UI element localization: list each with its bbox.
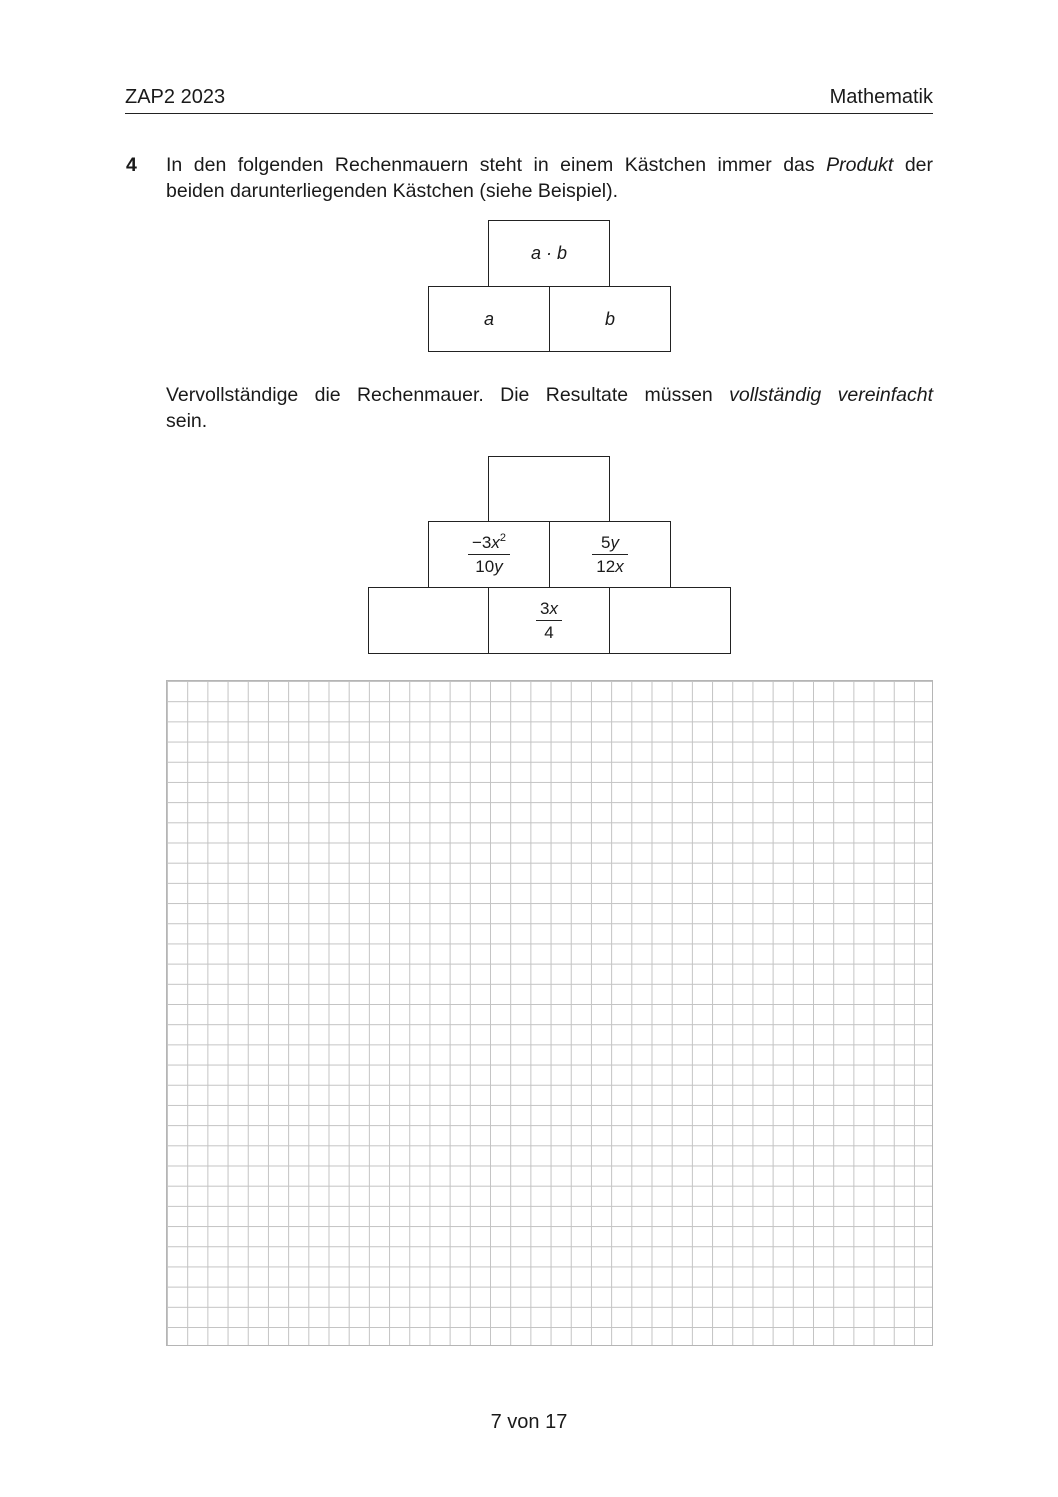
- fraction-bottom-middle-denominator: 4: [544, 622, 554, 642]
- task-intro-text-b: der: [893, 154, 933, 176]
- example-wall-bottom-right-label: b: [604, 308, 615, 329]
- numerator-text: −3x: [471, 532, 500, 552]
- task-instruction-emphasis: vollständig vereinfacht: [729, 384, 933, 406]
- example-wall-bottom-right: [549, 286, 671, 352]
- fraction-middle-left: [468, 533, 510, 577]
- answer-grid[interactable]: [166, 680, 933, 1346]
- task-wall-bottom-right-cell[interactable]: [609, 587, 731, 654]
- header-subject: Mathematik: [829, 86, 933, 108]
- task-intro: [166, 152, 933, 204]
- task-wall-middle-left: [428, 521, 550, 588]
- page-number: 7 von 17: [490, 1411, 568, 1433]
- example-wall-top-label: a · b: [530, 243, 568, 263]
- header-exam-title: ZAP2 2023: [125, 86, 226, 108]
- task-intro-emphasis: Produkt: [826, 154, 894, 176]
- task-wall-bottom-left-cell[interactable]: [368, 587, 490, 654]
- task-wall-middle-right: [549, 521, 671, 588]
- fraction-middle-left-numerator: [468, 533, 510, 553]
- fraction-middle-left-denominator: 10y: [475, 556, 503, 576]
- example-wall-bottom-left-label: a: [483, 308, 494, 329]
- task-wall-top-cell[interactable]: [488, 456, 610, 523]
- fraction-middle-right-numerator: 5y: [601, 532, 619, 552]
- task-instruction-line-2: sein.: [166, 410, 208, 432]
- fraction-bar: [536, 620, 562, 621]
- header-divider: [125, 113, 933, 114]
- fraction-bottom-middle: [536, 599, 562, 643]
- task-instruction-text: Vervollständige die Rechenmauer. Die Resultate müssen: [166, 384, 730, 406]
- fraction-bar: [468, 554, 510, 555]
- fraction-middle-right-denominator: 12x: [596, 556, 624, 576]
- task-instruction: [166, 382, 933, 434]
- example-wall-top: [488, 220, 610, 287]
- task-intro-line-1: [166, 152, 933, 178]
- task-number: 4: [126, 154, 137, 176]
- task-intro-text-a: In den folgenden Rechenmauern steht in einem Kästchen immer das: [166, 154, 827, 176]
- fraction-middle-right: [592, 533, 627, 577]
- task-wall-bottom-middle: [488, 587, 610, 654]
- fraction-bar: [592, 554, 627, 555]
- task-intro-line-2: beiden darunterliegenden Kästchen (siehe Beispiel).: [166, 180, 619, 202]
- fraction-bottom-middle-numerator: 3x: [540, 598, 558, 618]
- task-instruction-line-1: [166, 382, 933, 408]
- example-wall-bottom-left: [428, 286, 550, 352]
- exponent: 2: [499, 531, 506, 544]
